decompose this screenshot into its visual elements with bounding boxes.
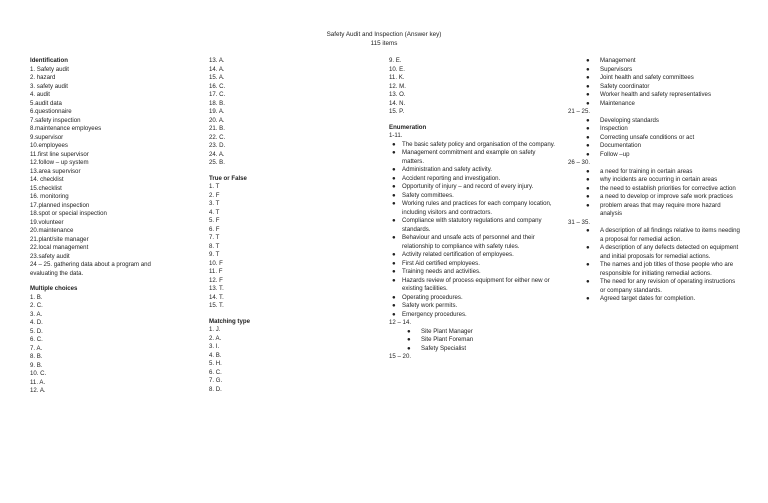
list-item-text: A description of any defects detected on equipment and initial proposals for remedial actions. xyxy=(600,244,739,260)
list-item xyxy=(568,227,740,244)
bullet-icon: ● xyxy=(392,200,396,207)
list-item: 15.checklist xyxy=(30,184,62,192)
list-item: 11. F xyxy=(209,268,223,275)
list-item-text: a need for training in certain areas xyxy=(600,167,693,175)
list-item: 13.area supervisor xyxy=(30,167,81,175)
list-item-text: Safety work permits. xyxy=(402,302,458,309)
list-item: 7. T xyxy=(209,234,220,241)
column-4 xyxy=(568,57,740,304)
list-item xyxy=(568,117,740,126)
list-item-text: Compliance with statutory regulations and company standards. xyxy=(402,217,542,233)
bullet-icon: ● xyxy=(586,261,590,268)
list-item: 3. A. xyxy=(30,310,43,318)
list-item xyxy=(389,141,557,150)
document-title: Safety Audit and Inspection (Answer key) xyxy=(326,31,442,38)
list-item xyxy=(568,91,740,100)
list-item: 9. T xyxy=(209,251,220,258)
list-item: 8. B. xyxy=(30,353,43,360)
list-item: 11. K. xyxy=(389,74,405,81)
enumeration-list-31-35 xyxy=(568,227,740,304)
list-item-text: Site Plant Foreman xyxy=(421,336,474,343)
bullet-icon: ● xyxy=(586,295,590,302)
list-item: 5. H. xyxy=(209,360,222,367)
matching-type-heading: Matching type xyxy=(209,317,250,325)
list-item: 6. C. xyxy=(209,368,222,376)
bullet-icon: ● xyxy=(392,276,396,284)
multiple-choices-heading: Multiple choices xyxy=(30,285,78,292)
list-item xyxy=(389,234,557,251)
enumeration-range-1-11: 1-11. xyxy=(389,132,403,139)
identification-heading: Identification xyxy=(30,57,68,64)
list-item: 5. F xyxy=(209,217,220,224)
list-item xyxy=(389,166,557,175)
bullet-icon: ● xyxy=(586,99,590,107)
list-item: 14. A. xyxy=(209,65,225,73)
list-item: 24. A. xyxy=(209,150,225,158)
bullet-icon: ● xyxy=(407,327,411,335)
bullet-icon: ● xyxy=(586,116,590,124)
enumeration-range-21-25: 21 – 25. xyxy=(568,108,591,115)
enumeration-heading: Enumeration xyxy=(389,123,427,131)
list-item xyxy=(568,244,740,261)
bullet-icon: ● xyxy=(392,268,396,275)
list-item xyxy=(568,295,740,304)
list-item: 4. B. xyxy=(209,351,222,359)
bullet-icon: ● xyxy=(586,125,590,132)
list-item: 17.planned inspection xyxy=(30,201,90,209)
list-item-text: First Aid certified employees. xyxy=(402,259,480,267)
list-item: 5.audit data xyxy=(30,99,62,107)
list-item-text: Joint health and safety committees xyxy=(600,74,694,81)
list-item: 6.questionnaire xyxy=(30,108,72,115)
list-item-text: Inspection xyxy=(600,125,628,132)
list-item-text: Operating procedures. xyxy=(402,293,463,301)
list-item xyxy=(568,193,740,202)
list-item-text: Behaviour and unsafe acts of personnel and their relationship to compliance with safety rules. xyxy=(402,234,535,250)
list-item xyxy=(568,100,740,109)
list-item xyxy=(389,260,557,269)
bullet-icon: ● xyxy=(586,193,590,200)
list-item xyxy=(568,278,740,295)
bullet-icon: ● xyxy=(407,336,411,343)
list-item: 1. Safety audit xyxy=(30,65,69,73)
list-item xyxy=(568,261,740,278)
list-item: 4. audit xyxy=(30,91,50,98)
list-item xyxy=(568,66,740,75)
list-item: 3. safety audit xyxy=(30,82,68,90)
bullet-icon: ● xyxy=(586,167,590,175)
bullet-icon: ● xyxy=(586,150,590,158)
list-item: 10. E. xyxy=(389,65,405,73)
list-item xyxy=(568,142,740,151)
list-item: 3. I. xyxy=(209,343,220,350)
list-item: 19. A. xyxy=(209,108,225,115)
list-item: 15. A. xyxy=(209,74,225,81)
list-item: 10.employees xyxy=(30,142,68,149)
matching-type-list-part2 xyxy=(389,57,557,117)
bullet-icon: ● xyxy=(586,176,590,183)
list-item: 2. hazard xyxy=(30,74,56,81)
list-item xyxy=(389,217,557,234)
list-item: 22.local management xyxy=(30,244,89,251)
list-item xyxy=(568,83,740,92)
list-item-text: Safety Specialist xyxy=(421,344,467,352)
list-item: 14. T. xyxy=(209,293,224,301)
list-item: 21.plant/site manager xyxy=(30,235,89,243)
bullet-icon: ● xyxy=(392,310,396,318)
list-item xyxy=(389,192,557,201)
list-item-text: Developing standards xyxy=(600,116,659,124)
list-item xyxy=(389,294,557,303)
list-item: 4. T xyxy=(209,208,220,216)
list-item: 7.safety inspection xyxy=(30,116,81,124)
bullet-icon: ● xyxy=(392,293,396,301)
list-item xyxy=(568,134,740,143)
bullet-icon: ● xyxy=(392,140,396,148)
list-item xyxy=(389,345,557,354)
list-item xyxy=(568,202,740,219)
list-item: 10. C. xyxy=(30,370,47,377)
list-item-text: Site Plant Manager xyxy=(421,327,473,335)
list-item xyxy=(389,200,557,217)
bullet-icon: ● xyxy=(586,244,590,251)
list-item: 21. B. xyxy=(209,125,225,132)
list-item-text: Activity related certification of employees. xyxy=(402,251,514,258)
list-item xyxy=(568,185,740,194)
list-item-text: The basic safety policy and organisation of the company. xyxy=(402,140,555,148)
bullet-icon: ● xyxy=(586,91,590,98)
list-item: 15. T. xyxy=(209,302,224,309)
enumeration-list-12-14 xyxy=(389,328,557,354)
list-item-text: The need for any revision of operating instructions or company standards. xyxy=(600,278,736,294)
list-item-text: why incidents are occurring in certain areas xyxy=(600,176,718,183)
bullet-icon: ● xyxy=(586,142,590,149)
list-item: 23.safety audit xyxy=(30,252,70,260)
list-item-text: the need to establish priorities for corrective action xyxy=(600,184,736,192)
list-item: 2. F xyxy=(209,191,220,199)
list-item-text: Hazards review of process equipment for either new or existing facilities. xyxy=(402,276,550,292)
list-item xyxy=(389,302,557,311)
column-1 xyxy=(30,57,180,396)
list-item-text: Working rules and practices for each company location, including visitors and contractors. xyxy=(402,200,552,216)
list-item xyxy=(568,176,740,185)
list-item-text: Opportunity of injury – and record of every injury. xyxy=(402,183,534,190)
list-item xyxy=(568,125,740,134)
list-item-text: Training needs and activities. xyxy=(402,268,481,275)
list-item: 10. F xyxy=(209,259,223,267)
list-item xyxy=(568,151,740,160)
bullet-icon: ● xyxy=(392,217,396,224)
enumeration-list-21-25 xyxy=(568,117,740,160)
list-item-text: Agreed target dates for completion. xyxy=(600,295,696,302)
list-item: 13. O. xyxy=(389,91,406,98)
list-item: 11. A. xyxy=(30,378,46,386)
list-item: 16. C. xyxy=(209,82,226,90)
enumeration-range-26-30: 26 – 30. xyxy=(568,159,591,166)
list-item: 12. A. xyxy=(30,387,46,394)
bullet-icon: ● xyxy=(392,174,396,182)
bullet-icon: ● xyxy=(407,344,411,352)
list-item xyxy=(389,336,557,345)
list-item xyxy=(389,311,557,320)
list-item: 19.volunteer xyxy=(30,218,64,226)
list-item xyxy=(389,175,557,184)
list-item: 24 – 25. gathering data about a program and evaluating the data. xyxy=(30,261,151,277)
list-item: 8. D. xyxy=(209,385,222,393)
list-item-text: Worker health and safety representatives xyxy=(600,91,711,98)
bullet-icon: ● xyxy=(392,234,396,241)
list-item-text: a need to develop or improve safe work practices xyxy=(600,193,733,200)
list-item: 12. F xyxy=(209,276,223,284)
bullet-icon: ● xyxy=(586,74,590,81)
list-item: 4. D. xyxy=(30,319,43,326)
list-item: 5. D. xyxy=(30,327,43,335)
list-item: 14. N. xyxy=(389,99,406,107)
list-item: 12.follow – up system xyxy=(30,159,89,166)
list-item xyxy=(389,183,557,192)
bullet-icon: ● xyxy=(392,251,396,258)
list-item: 8. T xyxy=(209,242,220,250)
list-item xyxy=(568,57,740,66)
bullet-icon: ● xyxy=(392,149,396,156)
enumeration-list-1-11 xyxy=(389,141,557,320)
enumeration-range-12-14: 12 – 14. xyxy=(389,319,412,326)
list-item: 12. M. xyxy=(389,82,406,90)
list-item-text: Accident reporting and investigation. xyxy=(402,174,501,182)
list-item-text: Follow –up xyxy=(600,150,630,158)
list-item: 13. T. xyxy=(209,285,224,292)
list-item xyxy=(389,328,557,337)
list-item: 13. A. xyxy=(209,57,225,64)
true-or-false-heading: True or False xyxy=(209,174,247,182)
list-item: 20. A. xyxy=(209,116,225,124)
identification-list xyxy=(30,66,180,279)
list-item: 8.maintenance employees xyxy=(30,125,102,132)
list-item: 7. A. xyxy=(30,344,43,352)
list-item: 17. C. xyxy=(209,91,226,98)
list-item: 9. B. xyxy=(30,361,43,369)
list-item: 16. monitoring xyxy=(30,193,69,200)
list-item: 23. D. xyxy=(209,142,226,149)
list-item: 2. A. xyxy=(209,334,222,342)
list-item-text: Safety coordinator xyxy=(600,82,650,90)
bullet-icon: ● xyxy=(586,65,590,73)
list-item: 18.spot or special inspection xyxy=(30,210,107,217)
list-item: 1. B. xyxy=(30,293,43,301)
list-item: 18. B. xyxy=(209,99,225,107)
list-item: 3. T xyxy=(209,200,220,207)
list-item xyxy=(389,251,557,260)
list-item-text: Correcting unsafe conditions or act xyxy=(600,133,695,141)
list-item: 1. J. xyxy=(209,326,221,333)
bullet-icon: ● xyxy=(586,133,590,141)
bullet-icon: ● xyxy=(586,227,590,234)
list-item xyxy=(568,74,740,83)
true-or-false-list xyxy=(209,183,359,311)
list-item-text: problem areas that may require more hazard analysis xyxy=(600,201,721,217)
list-item: 9. E. xyxy=(389,57,402,64)
bullet-icon: ● xyxy=(586,82,590,90)
list-item xyxy=(389,149,557,166)
list-item: 11.first line supervisor xyxy=(30,150,89,158)
list-item: 25. B. xyxy=(209,159,225,166)
list-item-text: Documentation xyxy=(600,142,641,149)
list-item: 6. C. xyxy=(30,336,43,343)
column-2 xyxy=(209,57,359,394)
list-item-text: Management xyxy=(600,57,636,64)
bullet-icon: ● xyxy=(586,278,590,285)
list-item xyxy=(389,277,557,294)
list-item: 22. C. xyxy=(209,133,226,141)
enumeration-range-15-20: 15 – 20. xyxy=(389,353,412,360)
list-item: 14. checklist xyxy=(30,176,64,183)
list-item xyxy=(568,168,740,177)
list-item-text: A description of all findings relative to items needing a proposal for remedial action. xyxy=(600,227,740,243)
document-subtitle: 115 items xyxy=(370,40,398,47)
list-item-text: Emergency procedures. xyxy=(402,310,467,318)
enumeration-list-15-20 xyxy=(568,57,740,108)
list-item-text: Safety committees. xyxy=(402,191,454,199)
bullet-icon: ● xyxy=(392,302,396,309)
column-3 xyxy=(389,57,557,362)
bullet-icon: ● xyxy=(586,201,590,209)
bullet-icon: ● xyxy=(586,184,590,192)
list-item-text: Management commitment and example on safety matters. xyxy=(402,149,536,165)
document-title-block xyxy=(0,30,768,48)
multiple-choices-list-part1 xyxy=(30,294,180,396)
bullet-icon: ● xyxy=(586,57,590,64)
list-item: 9.supervisor xyxy=(30,133,64,141)
list-item-text: Administration and safety activity. xyxy=(402,166,492,173)
enumeration-list-26-30 xyxy=(568,168,740,219)
list-item-text: Supervisors xyxy=(600,65,633,73)
bullet-icon: ● xyxy=(392,259,396,267)
bullet-icon: ● xyxy=(392,166,396,173)
enumeration-range-31-35: 31 – 35. xyxy=(568,218,591,226)
list-item: 6. F xyxy=(209,225,220,233)
matching-type-list-part1 xyxy=(209,326,359,394)
list-item xyxy=(389,268,557,277)
list-item: 7. G. xyxy=(209,377,223,384)
list-item: 15. P. xyxy=(389,108,405,115)
list-item: 1. T xyxy=(209,183,220,190)
list-item-text: Maintenance xyxy=(600,99,635,107)
multiple-choices-list-part2 xyxy=(209,57,359,168)
list-item: 20.maintenance xyxy=(30,227,74,234)
bullet-icon: ● xyxy=(392,191,396,199)
bullet-icon: ● xyxy=(392,183,396,190)
list-item-text: The names and job titles of those people who are responsible for initiating remedial actions. xyxy=(600,261,734,277)
list-item: 2. C. xyxy=(30,302,43,309)
